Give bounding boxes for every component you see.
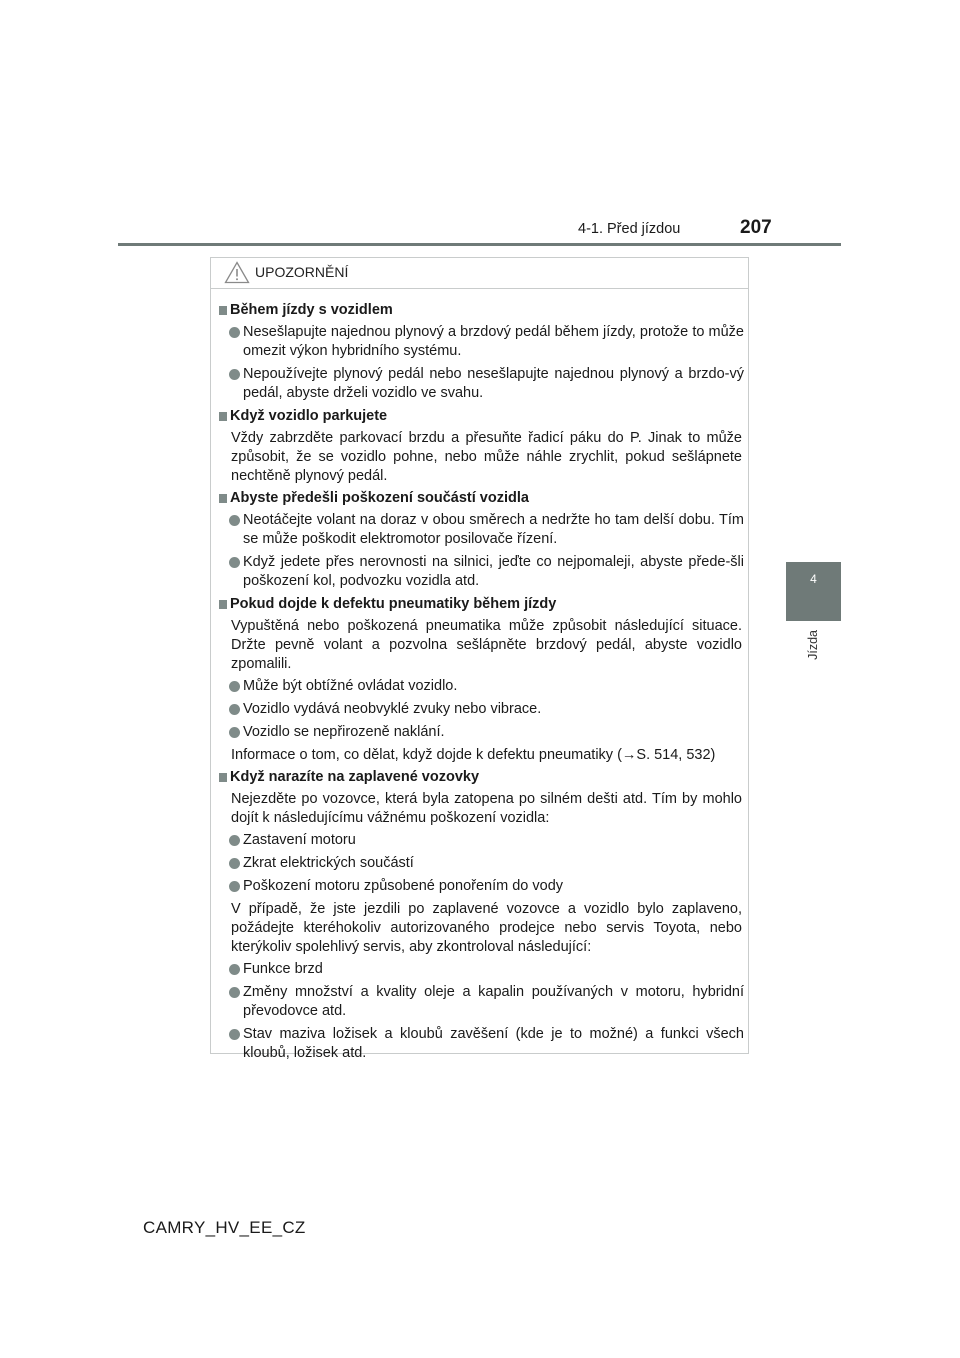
circle-bullet-icon [229,858,240,869]
list-item: Neotáčejte volant na doraz v obou směrech a nedržte ho tam delší dobu. Tím se může poškodit elektromotor posilovače řízení. [211,511,750,549]
manual-code: CAMRY_HV_EE_CZ [143,1218,306,1237]
list-item: Funkce brzd [211,960,750,979]
list-item: Poškození motoru způsobené ponořením do vody [211,877,750,896]
warning-header [211,258,748,289]
section-heading: Pokud dojde k defektu pneumatiky během jízdy [211,595,750,614]
list-item: Když jedete přes nerovnosti na silnici, jeďte co nejpomaleji, abyste přede-šli poškození kol, podvozku vozidla atd. [211,553,750,591]
square-bullet-icon [219,306,227,315]
circle-bullet-icon [229,515,240,526]
chapter-label: Jízda [806,630,820,660]
paragraph: Informace o tom, co dělat, když dojde k defektu pneumatiky (→S. 514, 532) [231,747,716,763]
circle-bullet-icon [229,835,240,846]
list-item: Vozidlo vydává neobvyklé zvuky nebo vibrace. [211,700,750,719]
warning-body [211,301,750,1067]
list-item: Nepoužívejte plynový pedál nebo nesešlapujte najednou plynový a brzdo-vý pedál, abyste drželi vozidlo ve svahu. [211,365,750,403]
circle-bullet-icon [229,704,240,715]
paragraph: Vypuštěná nebo poškozená pneumatika může způsobit následující situace. Držte pevně volant a pozvolna sešlápněte brzdový pedál, abyste vozidlo zpomalili. [231,618,742,672]
circle-bullet-icon [229,881,240,892]
circle-bullet-icon [229,964,240,975]
list-item: Zkrat elektrických součástí [211,854,750,873]
paragraph: V případě, že jste jezdili po zaplavené vozovce a vozidlo bylo zaplaveno, požádejte kteréhokoliv autorizovaného prodejce nebo servis Toyota, nebo kterýkoliv spolehlivý servis, aby zkontroloval následující: [231,901,742,955]
page-number: 207 [740,217,772,238]
square-bullet-icon [219,773,227,782]
warning-title: UPOZORNĚNÍ [255,264,349,280]
warning-box [210,257,749,1061]
circle-bullet-icon [229,727,240,738]
circle-bullet-icon [229,327,240,338]
list-item: Stav maziva ložisek a kloubů zavěšení (kde je to možné) a funkci všech kloubů, ložisek atd. [211,1025,750,1063]
square-bullet-icon [219,494,227,503]
circle-bullet-icon [229,369,240,380]
circle-bullet-icon [229,681,240,692]
square-bullet-icon [219,412,227,421]
square-bullet-icon [219,600,227,609]
section-heading: Když narazíte na zaplavené vozovky [211,768,750,787]
header-rule [118,243,841,246]
header-section-title: 4-1. Před jízdou [578,221,681,237]
circle-bullet-icon [229,557,240,568]
list-item: Zastavení motoru [211,831,750,850]
list-item: Nesešlapujte najednou plynový a brzdový pedál během jízdy, protože to může omezit výkon hybridního systému. [211,323,750,361]
section-heading: Abyste předešli poškození součástí vozidla [211,489,750,508]
section-heading: Když vozidlo parkujete [211,407,750,426]
paragraph: Vždy zabrzděte parkovací brzdu a přesuňte řadicí páku do P. Jinak to může způsobit, že se vozidlo pohne, nebo může náhle zrychlit, pokud sešlápnete nechtěně plynový pedál. [231,430,742,484]
list-item: Vozidlo se nepřirozeně naklání. [211,723,750,742]
paragraph: Nejezděte po vozovce, která byla zatopena po silném dešti atd. Tím by mohlo dojít k následujícímu vážnému poškození vozidla: [231,791,742,826]
list-item: Změny množství a kvality oleje a kapalin používaných v motoru, hybridní převodovce atd. [211,983,750,1021]
circle-bullet-icon [229,987,240,998]
list-item: Může být obtížné ovládat vozidlo. [211,677,750,696]
section-heading: Během jízdy s vozidlem [211,301,750,320]
chapter-tab: 4 [786,562,841,621]
circle-bullet-icon [229,1029,240,1040]
warning-triangle-icon [224,261,250,284]
